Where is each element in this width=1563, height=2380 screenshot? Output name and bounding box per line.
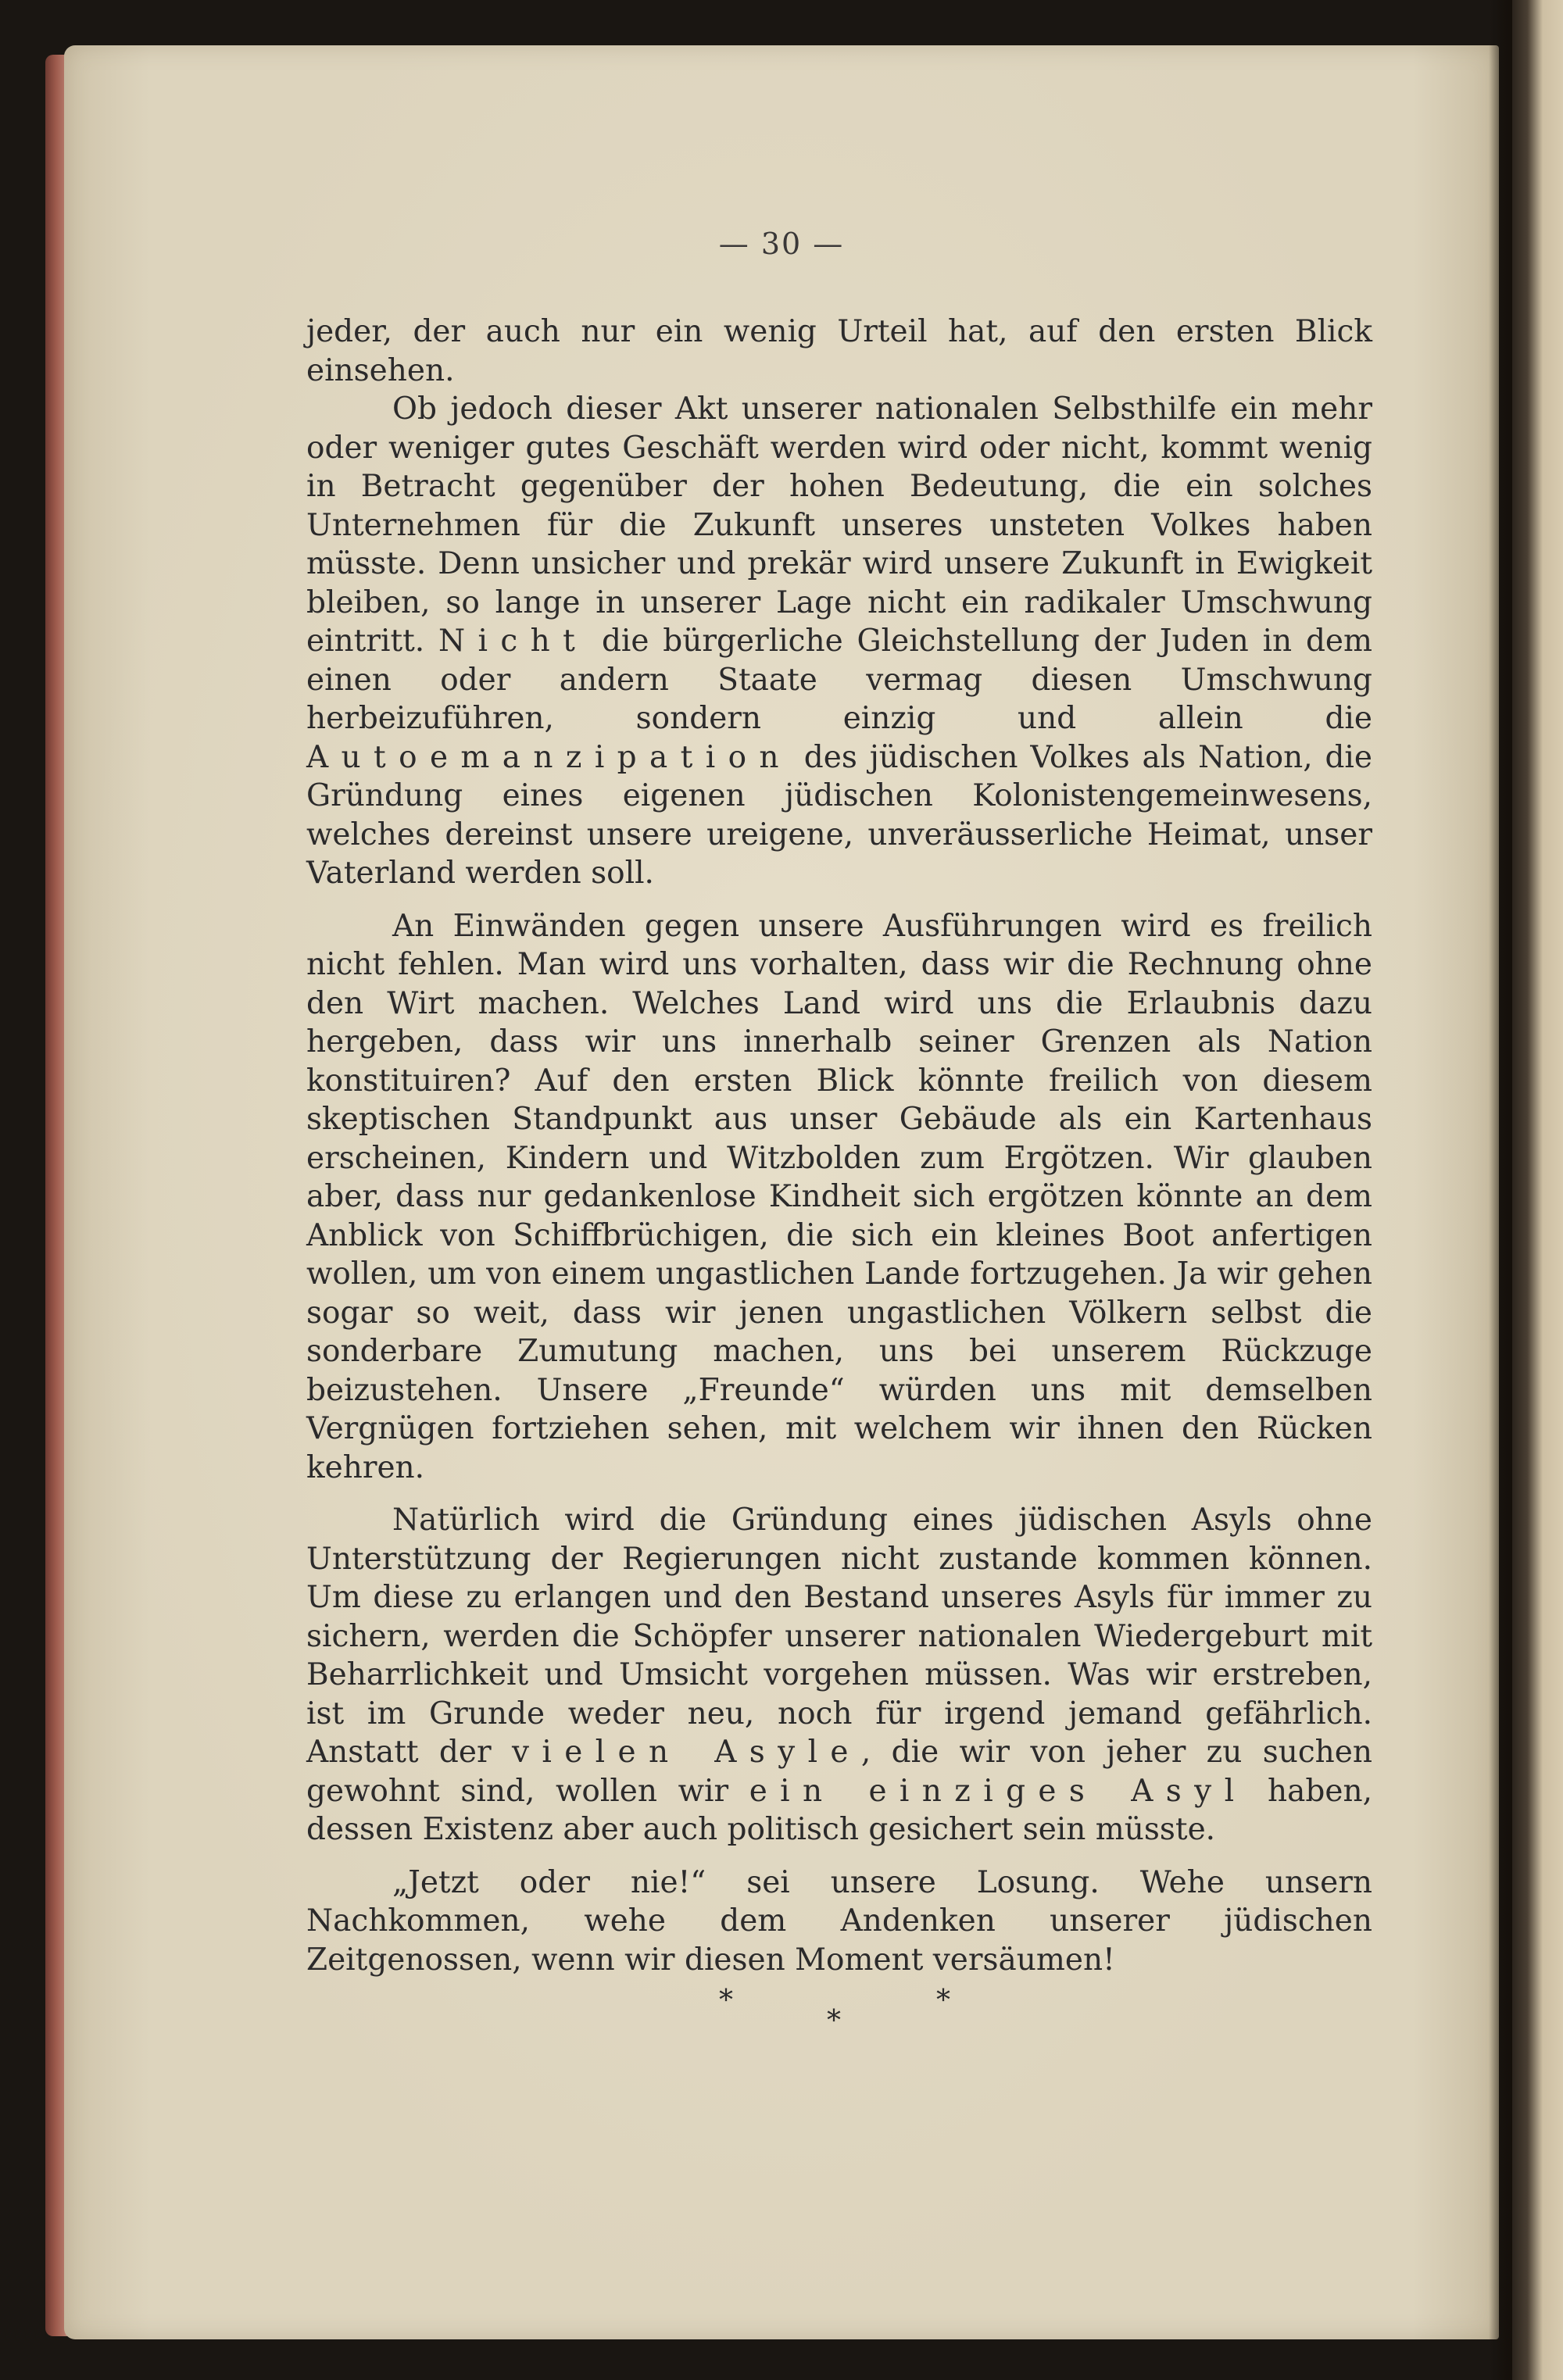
paragraph-3: An Einwänden gegen unsere Ausführungen wird es freilich nicht fehlen. Man wird uns vorhalten, dass wir die Rechnung ohne den Wirt machen. Welches Land wird uns die Erlaubnis dazu hergeben, dass wir uns innerhalb seiner Grenzen als Nation konstituiren? Auf den ersten Blick könnte freilich von diesem skeptischen Standpunkt aus unser Gebäude als ein Kartenhaus erscheinen, Kindern und Witzbolden zum Ergötzen. Wir glauben aber, dass nur gedankenlose Kindheit sich ergötzen könnte an dem Anblick von Schiffbrüchigen, die sich ein kleines Boot anfertigen wollen, um von einem ungastlichen Lande fortzugehen. Ja wir gehen sogar so weit, dass wir jenen ungastlichen Völkern selbst die sonderbare Zumutung machen, uns bei unserem Rückzuge beizustehen. Unsere „Freunde“ würden uns mit demselben Vergnügen fortziehen sehen, mit welchem wir ihnen den Rücken kehren. [306, 908, 1372, 1485]
paragraph-5: „Jetzt oder nie!“ sei unsere Losung. Wehe unsern Nachkommen, wehe dem Andenken unserer jüdischen Zeitgenossen, wenn wir diesen Moment versäumen! [306, 1864, 1372, 1978]
paragraph-2-part-e: des jüdischen Volkes als Nation, die Gründung eines eigenen jüdischen Kolonistengemeinwesens, welches dereinst unsere ureigene, unveräusserliche Heimat, unser Vaterland werden soll. [306, 739, 1372, 891]
asterisk-2: * [827, 2005, 841, 2037]
asterisk-3: * [936, 1985, 950, 2017]
paragraph-1: jeder, der auch nur ein wenig Urteil hat, auf den ersten Blick einsehen. [306, 314, 1372, 388]
paragraph-4-part-a: Natürlich wird die Gründung eines jüdischen Asyls ohne Unterstützung der Regierungen nicht zustande kommen können. Um diese zu erlangen und den Bestand unseres Asyls für immer zu sichern, werden die Schöpfer unserer nationalen Wiedergeburt mit Beharrlichkeit und Umsicht vorgehen müssen. Was wir erstreben, ist im Grunde weder neu, noch für irgend jemand gefährlich. Anstatt der [306, 1503, 1372, 1770]
asterisk-1: * [719, 1985, 733, 2017]
emphasis-autoemanzipation: Autoemanzipation [306, 739, 792, 775]
paragraph-2-part-a: Ob jedoch dieser Akt unserer nationalen Selbsthilfe ein mehr oder weniger gutes Geschäft werden wird oder nicht, kommt wenig in Betracht gegenüber der hohen Bedeutung, die ein solches Unternehmen für die Zukunft unseres unsteten Volkes haben müsste. Denn unsicher und prekär wird unsere Zukunft in Ewigkeit bleiben, so lange in unserer Lage nicht ein radikaler Umschwung eintritt. [306, 391, 1372, 659]
body-text [306, 313, 1372, 1979]
asterism-divider [0, 1985, 1563, 2039]
page-number: — 30 — [718, 227, 845, 261]
paragraph-2-part-c: die bürgerliche Gleichstellung der Juden in dem einen oder andern Staate vermag diesen Umschwung herbeizuführen, sondern einzig und allein die [306, 624, 1372, 736]
emphasis-ein-einziges-asyl: ein einziges Asyl [749, 1773, 1247, 1809]
paragraph-2 [306, 390, 1372, 893]
paragraph-4-part-c: , die wir von jeher zu suchen gewohnt sind, wollen wir [306, 1735, 1372, 1809]
emphasis-vielen-asyle: vielen Asyle [511, 1735, 861, 1770]
emphasis-nicht: Nicht [438, 624, 588, 659]
paragraph-4-part-e: haben, dessen Existenz aber auch politisch gesichert sein müsste. [306, 1773, 1372, 1847]
paragraph-4 [306, 1501, 1372, 1849]
